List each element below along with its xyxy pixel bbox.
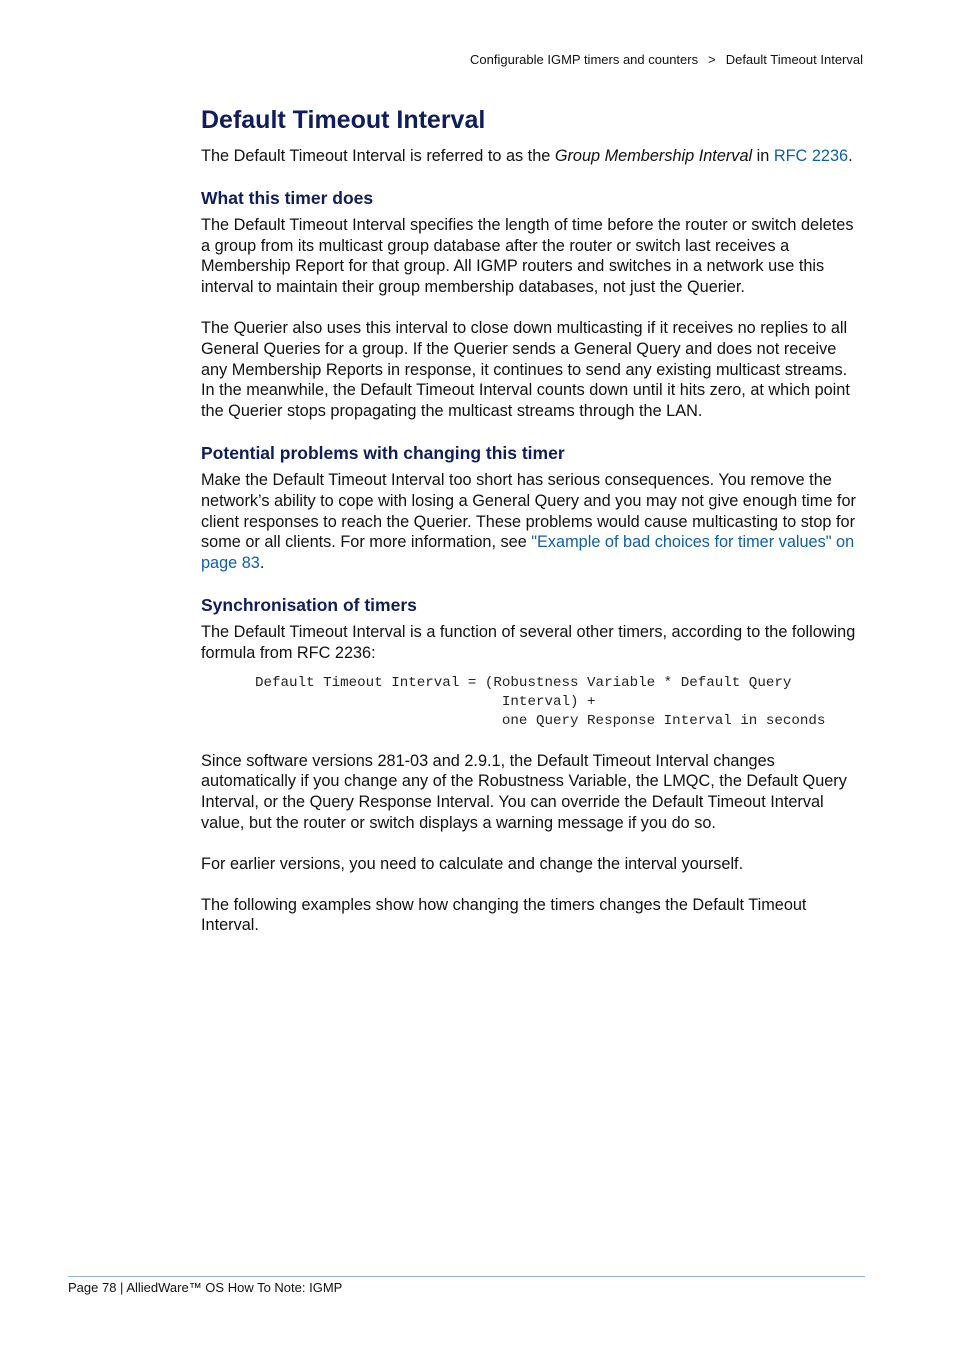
section3-paragraph-3: The following examples show how changing the timers changes the Default Timeout Interval. [201, 895, 807, 935]
code-line: one Query Response Interval in seconds [255, 712, 826, 729]
section1-paragraph-2: The Querier also uses this interval to close down multicasting if it receives no replies to all General Queries for a group. If the Querier sends a General Query and does not receive any Membership Reports in response, it continues to send any existing multicast streams. In the meanwhile, the Default Timeout Interval counts down until it hits zero, at which point the Querier stops propagating the multicast streams through the LAN. [201, 318, 850, 421]
bad-timer-values-link[interactable]: "Example of bad choices for timer values" on page 83 [201, 533, 855, 573]
section-heading-what-timer-does: What this timer does [201, 187, 374, 208]
main-content [201, 104, 865, 936]
code-line: Interval) + [255, 693, 596, 710]
section1-paragraph-1: The Default Timeout Interval specifies the length of time before the router or switch deletes a group from its multicast group database after the router or switch last receives a Membership Report for that group. All IGMP routers and switches in a network use this interval to maintain their group membership databases, not just the Querier. [201, 215, 854, 297]
section3-paragraph-1: Since software versions 281-03 and 2.9.1, the Default Timeout Interval changes automatically if you change any of the Robustness Variable, the LMQC, the Default Query Interval, or the Query Response Interval. You can override the Default Timeout Interval value, but the router or switch displays a warning message if you do so. [201, 751, 847, 832]
breadcrumb [470, 52, 863, 67]
section2-text: Make the Default Timeout Interval too short has serious consequences. You remove the network’s ability to cope with losing a General Query and you may not give enough time for client responses to reach the Querier. These problems would cause multicasting to stop for some or all clients. For more information, see [201, 470, 856, 552]
rfc-2236-link[interactable]: RFC 2236 [773, 147, 849, 165]
section-heading-potential-problems: Potential problems with changing this timer [201, 442, 565, 463]
breadcrumb-section[interactable]: Configurable IGMP timers and counters [470, 52, 699, 67]
page-footer: Page 78 | AlliedWare™ OS How To Note: IGMP [68, 1280, 343, 1295]
formula-code-block [255, 674, 865, 731]
breadcrumb-separator: > [708, 52, 716, 67]
intro-emphasis: Group Membership Interval [554, 147, 753, 165]
intro-text: The Default Timeout Interval is referred to as the [201, 147, 555, 165]
intro-text-middle: in [752, 147, 774, 165]
section-heading-synchronisation: Synchronisation of timers [201, 594, 417, 615]
breadcrumb-current-page: Default Timeout Interval [725, 52, 863, 67]
intro-text-end: . [848, 147, 853, 165]
section2-text-end: . [259, 554, 265, 573]
code-line: Default Timeout Interval = (Robustness Variable * Default Query [255, 674, 792, 691]
intro-paragraph [201, 146, 865, 167]
section3-intro: The Default Timeout Interval is a function of several other timers, according to the following formula from RFC 2236: [201, 622, 856, 662]
footer-divider [68, 1276, 865, 1277]
section3-paragraph-2: For earlier versions, you need to calculate and change the interval yourself. [201, 854, 744, 873]
page-title: Default Timeout Interval [201, 106, 486, 134]
section2-paragraph [201, 470, 865, 574]
